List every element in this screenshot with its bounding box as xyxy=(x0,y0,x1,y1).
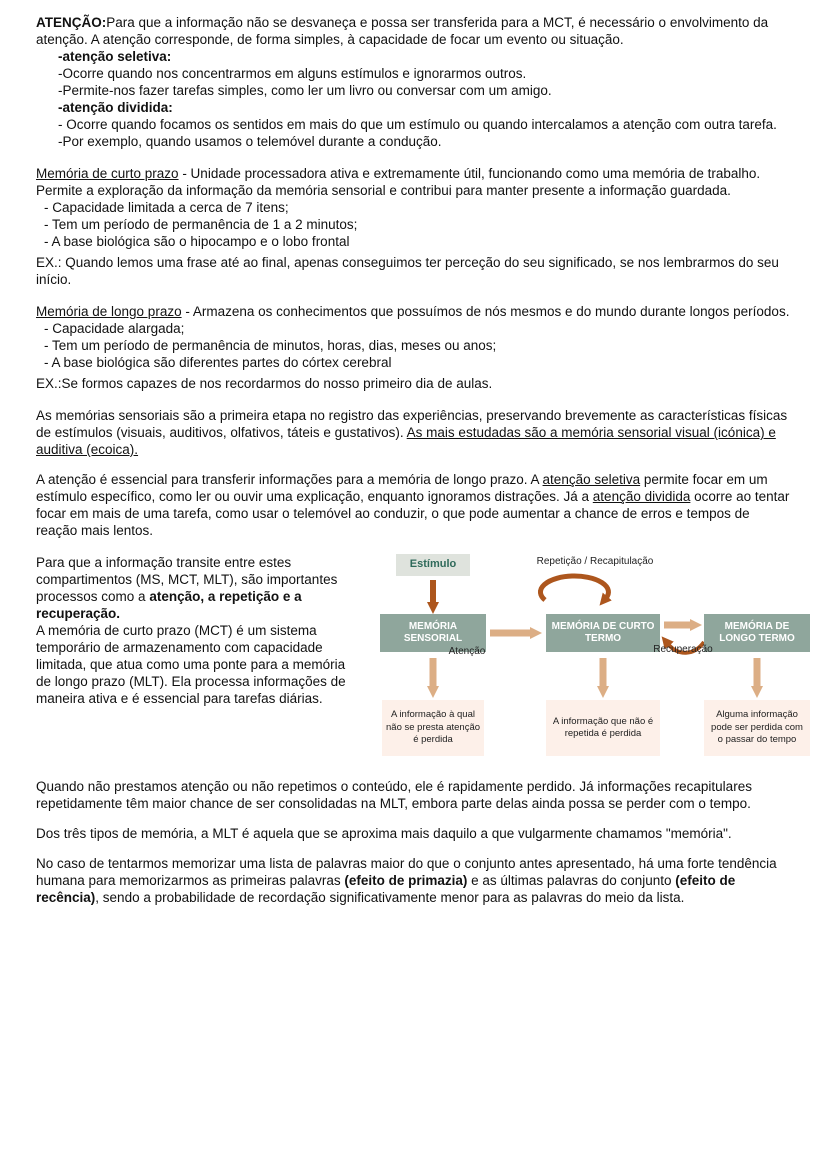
closing3-text: , sendo a probabilidade de recordação significativamente menor para as palavras do meio da lista. xyxy=(95,890,685,905)
long-term-memory-box: MEMÓRIA DE LONGO TERMO xyxy=(704,614,810,652)
mlt-bullet: - Tem um período de permanência de minutos, horas, dias, meses ou anos; xyxy=(44,338,497,353)
short-term-memory-box: MEMÓRIA DE CURTO TERMO xyxy=(546,614,660,652)
mct-bullet: - Capacidade limitada a cerca de 7 itens; xyxy=(44,200,289,215)
closing-paragraph-1: Quando não prestamos atenção ou não repetimos o conteúdo, ele é rapidamente perdido. Já informações recapitulares repetidamente têm maior chance de ser consolidadas na MLT, embora parte delas ainda possa se perder com o tempo. xyxy=(36,779,752,811)
attention-intro-text: Para que a informação não se desvaneça e possa ser transferida para a MCT, é necessário o envolvimento da atenção. A atenção corresponde, de forma simples, à capacidade de focar um evento ou situação. xyxy=(36,15,769,47)
transit-bold-processes: atenção, a repetição e a recuperação. xyxy=(36,589,302,621)
attention-arrow-label: Atenção xyxy=(448,646,486,657)
repetition-loop-arrow xyxy=(540,576,608,600)
transit-paragraph-1 xyxy=(36,554,354,622)
text-and-diagram-block xyxy=(36,554,803,762)
mlt-title: Memória de longo prazo xyxy=(36,304,182,319)
primacy-effect-term: (efeito de primazia) xyxy=(344,873,468,888)
repetition-label: Repetição / Recapitulação xyxy=(536,556,654,567)
mlt-bullet: - Capacidade alargada; xyxy=(44,321,185,336)
divided-attention-term: atenção dividida xyxy=(592,489,691,504)
transit-text: Para que a informação transite entre estes compartimentos (MS, MCT, MLT), são importantes processos como a xyxy=(36,555,338,604)
attention-intro xyxy=(36,14,792,48)
loss-note-short-term: A informação que não é repetida é perdida xyxy=(546,700,660,756)
sensory-memory-box: MEMÓRIA SENSORIAL xyxy=(380,614,486,652)
attention2-text: A atenção é essencial para transferir informações para a memória de longo prazo. A xyxy=(36,472,543,487)
transit-text-column xyxy=(36,554,354,707)
transit-paragraph-2: A memória de curto prazo (MCT) é um sistema temporário de armazenamento com capacidade limitada, que atua como uma ponte para a memória de longo prazo (MLT). Ela processa informações de maneira ativa e é essencial para tarefas diárias. xyxy=(36,623,346,706)
mlt-bullet: - A base biológica são diferentes partes do córtex cerebral xyxy=(44,355,392,370)
selective-attention-item: -Permite-nos fazer tarefas simples, como ler um livro ou conversar com um amigo. xyxy=(58,83,552,98)
loss-note-sensory: A informação à qual não se presta atenção é perdida xyxy=(382,700,484,756)
mlt-text: - Armazena os conhecimentos que possuímos de nós mesmos e do mundo durante longos períodos. xyxy=(181,304,790,319)
stimulus-box: Estímulo xyxy=(396,554,470,576)
selective-attention-term: atenção seletiva xyxy=(542,472,641,487)
mct-bullet: - Tem um período de permanência de 1 a 2 minutos; xyxy=(44,217,358,232)
closing3-text: No caso de tentarmos memorizar uma lista de palavras maior do que o conjunto antes apresentado, há uma forte tendência humana para memorizarmos as primeiras palavras xyxy=(36,856,777,888)
attention-label: ATENÇÃO: xyxy=(36,15,107,30)
mct-paragraph xyxy=(36,165,792,199)
attention-section xyxy=(36,14,792,150)
closing-paragraph-3 xyxy=(36,855,792,906)
recency-effect-term: (efeito de recência) xyxy=(36,873,736,905)
divided-attention-item: - Ocorre quando focamos os sentidos em mais do que um estímulo ou quando intercalamos a atenção com outra tarefa. xyxy=(58,117,777,132)
long-term-memory-section xyxy=(36,303,792,392)
attention-transfer-paragraph xyxy=(36,471,792,539)
attention2-text: permite focar em um estímulo específico, como ler ou ouvir uma explicação, enquanto ignoramos distrações. Já a xyxy=(36,472,768,504)
closing3-text: e as últimas palavras do conjunto xyxy=(467,873,676,888)
attention2-text: ocorre ao tentar focar em mais de uma tarefa, como usar o telemóvel ao conduzir, o que pode aumentar a chance de erros e tempos de reação mais lentos. xyxy=(36,489,790,538)
mct-text: - Unidade processadora ativa e extremamente útil, funcionando como uma memória de trabalho. Permite a exploração da informação da memória sensorial e contribui para manter presente a informação guardada. xyxy=(36,166,761,198)
sensory-underlined-text: As mais estudadas são a memória sensorial visual (icónica) e auditiva (ecoica). xyxy=(36,425,776,457)
sensory-memories-paragraph xyxy=(36,407,792,458)
mlt-example: EX.:Se formos capazes de nos recordarmos do nosso primeiro dia de aulas. xyxy=(36,376,493,391)
selective-attention-label: -atenção seletiva: xyxy=(58,49,172,64)
loss-note-long-term: Alguma informação pode ser perdida com o passar do tempo xyxy=(704,700,810,756)
memory-flow-diagram xyxy=(380,554,810,762)
sensory-text: As memórias sensoriais são a primeira etapa no registro das experiências, preservando brevemente as características físicas de estímulos (visuais, auditivos, olfativos, táteis e gustativos). xyxy=(36,408,788,440)
closing-paragraph-2: Dos três tipos de memória, a MLT é aquela que se aproxima mais daquilo a que vulgarmente chamamos "memória". xyxy=(36,826,732,841)
short-term-memory-section xyxy=(36,165,792,288)
mlt-paragraph xyxy=(36,303,792,320)
mct-bullet: - A base biológica são o hipocampo e o lobo frontal xyxy=(44,234,350,249)
divided-attention-label: -atenção dividida: xyxy=(58,100,173,115)
selective-attention-item: -Ocorre quando nos concentrarmos em alguns estímulos e ignorarmos outros. xyxy=(58,66,527,81)
attention-list xyxy=(58,48,792,150)
mct-title: Memória de curto prazo xyxy=(36,166,179,181)
divided-attention-item: -Por exemplo, quando usamos o telemóvel durante a condução. xyxy=(58,134,442,149)
mct-example: EX.: Quando lemos uma frase até ao final, apenas conseguimos ter perceção do seu significado, se nos lembrarmos do seu início. xyxy=(36,255,779,287)
recovery-arrow-label: Recuperação xyxy=(653,644,713,655)
